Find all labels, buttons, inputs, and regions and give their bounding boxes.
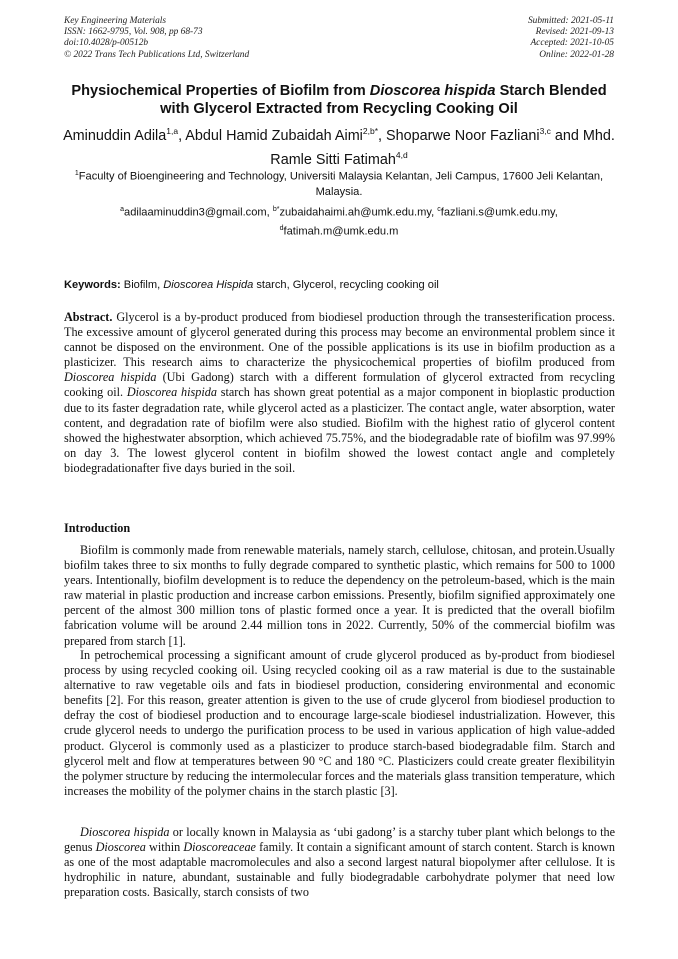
intro-paragraph-1: Biofilm is commonly made from renewable materials, namely starch, cellulose, chitosan, and protein.Usually biofilm takes three to six months to fully degrade compared to synthetic plastic, which remains for 500 to 1000 years. Intentionally, biofilm development is to reduce the dependency on the petroleum-based, which is the main raw material in plastic production and increase carbon emissions. Presently, biofilm signified approximately one percent of the almost 300 million tons of plastic formed once a year. It is predicted that the overall biofilm fabrication volume will be around 2.44 million tons in 2022. Currently, 50% of the commercial biofilm was prepared from starch [1].	[64, 543, 615, 648]
abstract	[64, 310, 615, 476]
author-name: Abdul Hamid Zubaidah Aimi	[185, 127, 363, 144]
journal-doi: doi:10.4028/p-00512b	[64, 38, 149, 49]
abstract-text: Glycerol is a by-product produced from biodiesel production through the transesterification process. The excessive amount of glycerol generated during this process may become an environmental problem since it cannot be disposed on the environment. One of the possible applications is its use in biofilm production as a plasticizer. This research aims to characterize the physicochemical properties of biofilm produced from	[64, 310, 615, 370]
accepted-date: Accepted: 2021-10-05	[530, 38, 614, 49]
keywords-text: Biofilm,	[120, 279, 164, 291]
abstract-species: Dioscorea hispida	[126, 385, 217, 400]
journal-copyright: © 2022 Trans Tech Publications Ltd, Switzerland	[64, 49, 250, 60]
abstract-text: (Ubi Gadong) starch with a different formulation of glycerol extracted from recycling cooking oil.	[64, 370, 615, 400]
paragraph-text: within	[145, 840, 184, 855]
online-date: Online: 2022-01-28	[539, 49, 614, 60]
abstract-species: Dioscorea hispida	[64, 370, 157, 385]
genus-name: Dioscorea	[95, 840, 146, 855]
paragraph-text: family. It contain a significant amount of starch content. Starch is known as one of the most adaptable macromolecules and also a second largest natural biopolymer after cellulose. It is hydrophilic in nature, abundant, sustainable and fully biodegradable carbohydrate polymer that need low preparation costs. Basically, starch consists of two	[64, 840, 615, 900]
abstract-label: Abstract.	[64, 310, 113, 324]
author-separator: ,	[378, 127, 386, 144]
keywords-text: starch, Glycerol, recycling cooking oil	[253, 279, 439, 291]
paragraph-text: or locally known in Malaysia as ‘ubi gadong’ is a starchy tuber plant which belongs to the genus	[64, 825, 615, 855]
email-mark: c	[437, 206, 441, 213]
author-affil-mark: 2,b*	[362, 126, 378, 136]
intro-paragraph-3	[64, 825, 615, 900]
author-separator: ,	[178, 127, 186, 144]
keywords-label: Keywords:	[64, 279, 121, 291]
keywords-species: Dioscorea Hispida	[163, 279, 254, 291]
email-address[interactable]: fatimah.m@umk.edu.m	[283, 225, 399, 238]
intro-paragraph-2: In petrochemical processing a significant amount of crude glycerol produced as by-product from biodiesel process by using recycled cooking oil. Using recycled cooking oil as a raw material is due to the sustainable alternative to raw vegetable oils and fats in biodiesel production, considering environmental and economic benefits [2]. For this reason, greater attention is given to the use of crude glycerol from biodiesel production to defray the cost of biodiesel production and to encourage large-scale biodiesel industrialization. However, this crude glycerol needs to undergo the purification process to be used in various application of high value-added product. Glycerol is commonly used as a plasticizer to produce starch-based biodegradable film. Starch and glycerol melt and flow at temperatures between 90 °C and 180 °C. Plasticizers could create greater flexibilityin the polymer structure by reducing the intermolecular forces and the materials glass transition temperature, which increases the mobility of the polymer chains in the starch plastic [3].	[64, 648, 615, 798]
journal-issn: ISSN: 1662-9795, Vol. 908, pp 68-73	[64, 27, 203, 38]
email-mark: a	[120, 206, 125, 213]
author-affil-mark: 3,c	[539, 126, 551, 136]
title-part-1: Physiochemical Properties of Biofilm from	[71, 83, 370, 99]
dates-header	[528, 16, 614, 61]
email-list	[64, 202, 614, 239]
revised-date: Revised: 2021-09-13	[535, 27, 614, 38]
abstract-text: starch has shown great potential as a major component in bioplastic production due to its faster degradation rate, while glycerol acted as a plasticizer. The contact angle, water absorption, water content, and degradation rate of biofilm were also studied. Biofilm with the highest ratio of glycerol content showed the highestwater absorption, which achieved 75.75%, and the biodegradable rate of biofilm was 97.99% on day 3. The lowest glycerol content in biofilm showed the lowest contact angle and completely biodegradationafter five days buried in the soil.	[64, 385, 615, 475]
email-address[interactable]: adilaaminuddin3@gmail.com,	[124, 206, 273, 219]
email-address[interactable]: zubaidahaimi.ah@umk.edu.my,	[279, 206, 438, 219]
submitted-date: Submitted: 2021-05-11	[527, 16, 614, 26]
journal-header	[64, 16, 249, 61]
species-name: Dioscorea hispida	[80, 825, 170, 839]
title-part-2: Starch Blended with Glycerol Extracted from Recycling Cooking Oil	[160, 83, 607, 117]
affiliation-text: Faculty of Bioengineering and Technology, Universiti Malaysia Kelantan, Jeli Campus, 17600 Jeli Kelantan, Malaysia.	[78, 170, 604, 198]
author-affil-mark: 1,a	[166, 126, 179, 136]
email-mark: d	[279, 224, 284, 232]
paper-title	[64, 82, 614, 118]
title-species: Dioscorea hispida	[369, 83, 496, 99]
author-name: Shoparwe Noor Fazliani	[386, 127, 540, 144]
email-mark: b*	[272, 206, 280, 213]
author-list	[56, 122, 622, 170]
author-affil-mark: 4,d	[395, 149, 408, 160]
affiliation	[64, 166, 614, 200]
keywords	[64, 278, 614, 292]
section-heading: Introduction	[64, 521, 131, 535]
email-address[interactable]: fazliani.s@umk.edu.my,	[440, 206, 558, 219]
author-name: Aminuddin Adila	[63, 127, 167, 144]
author-name: and Mhd. Ramle Sitti Fatimah	[270, 127, 615, 168]
family-name: Dioscoreaceae	[183, 840, 256, 855]
affiliation-mark: 1	[74, 170, 79, 177]
journal-name: Key Engineering Materials	[64, 16, 167, 26]
